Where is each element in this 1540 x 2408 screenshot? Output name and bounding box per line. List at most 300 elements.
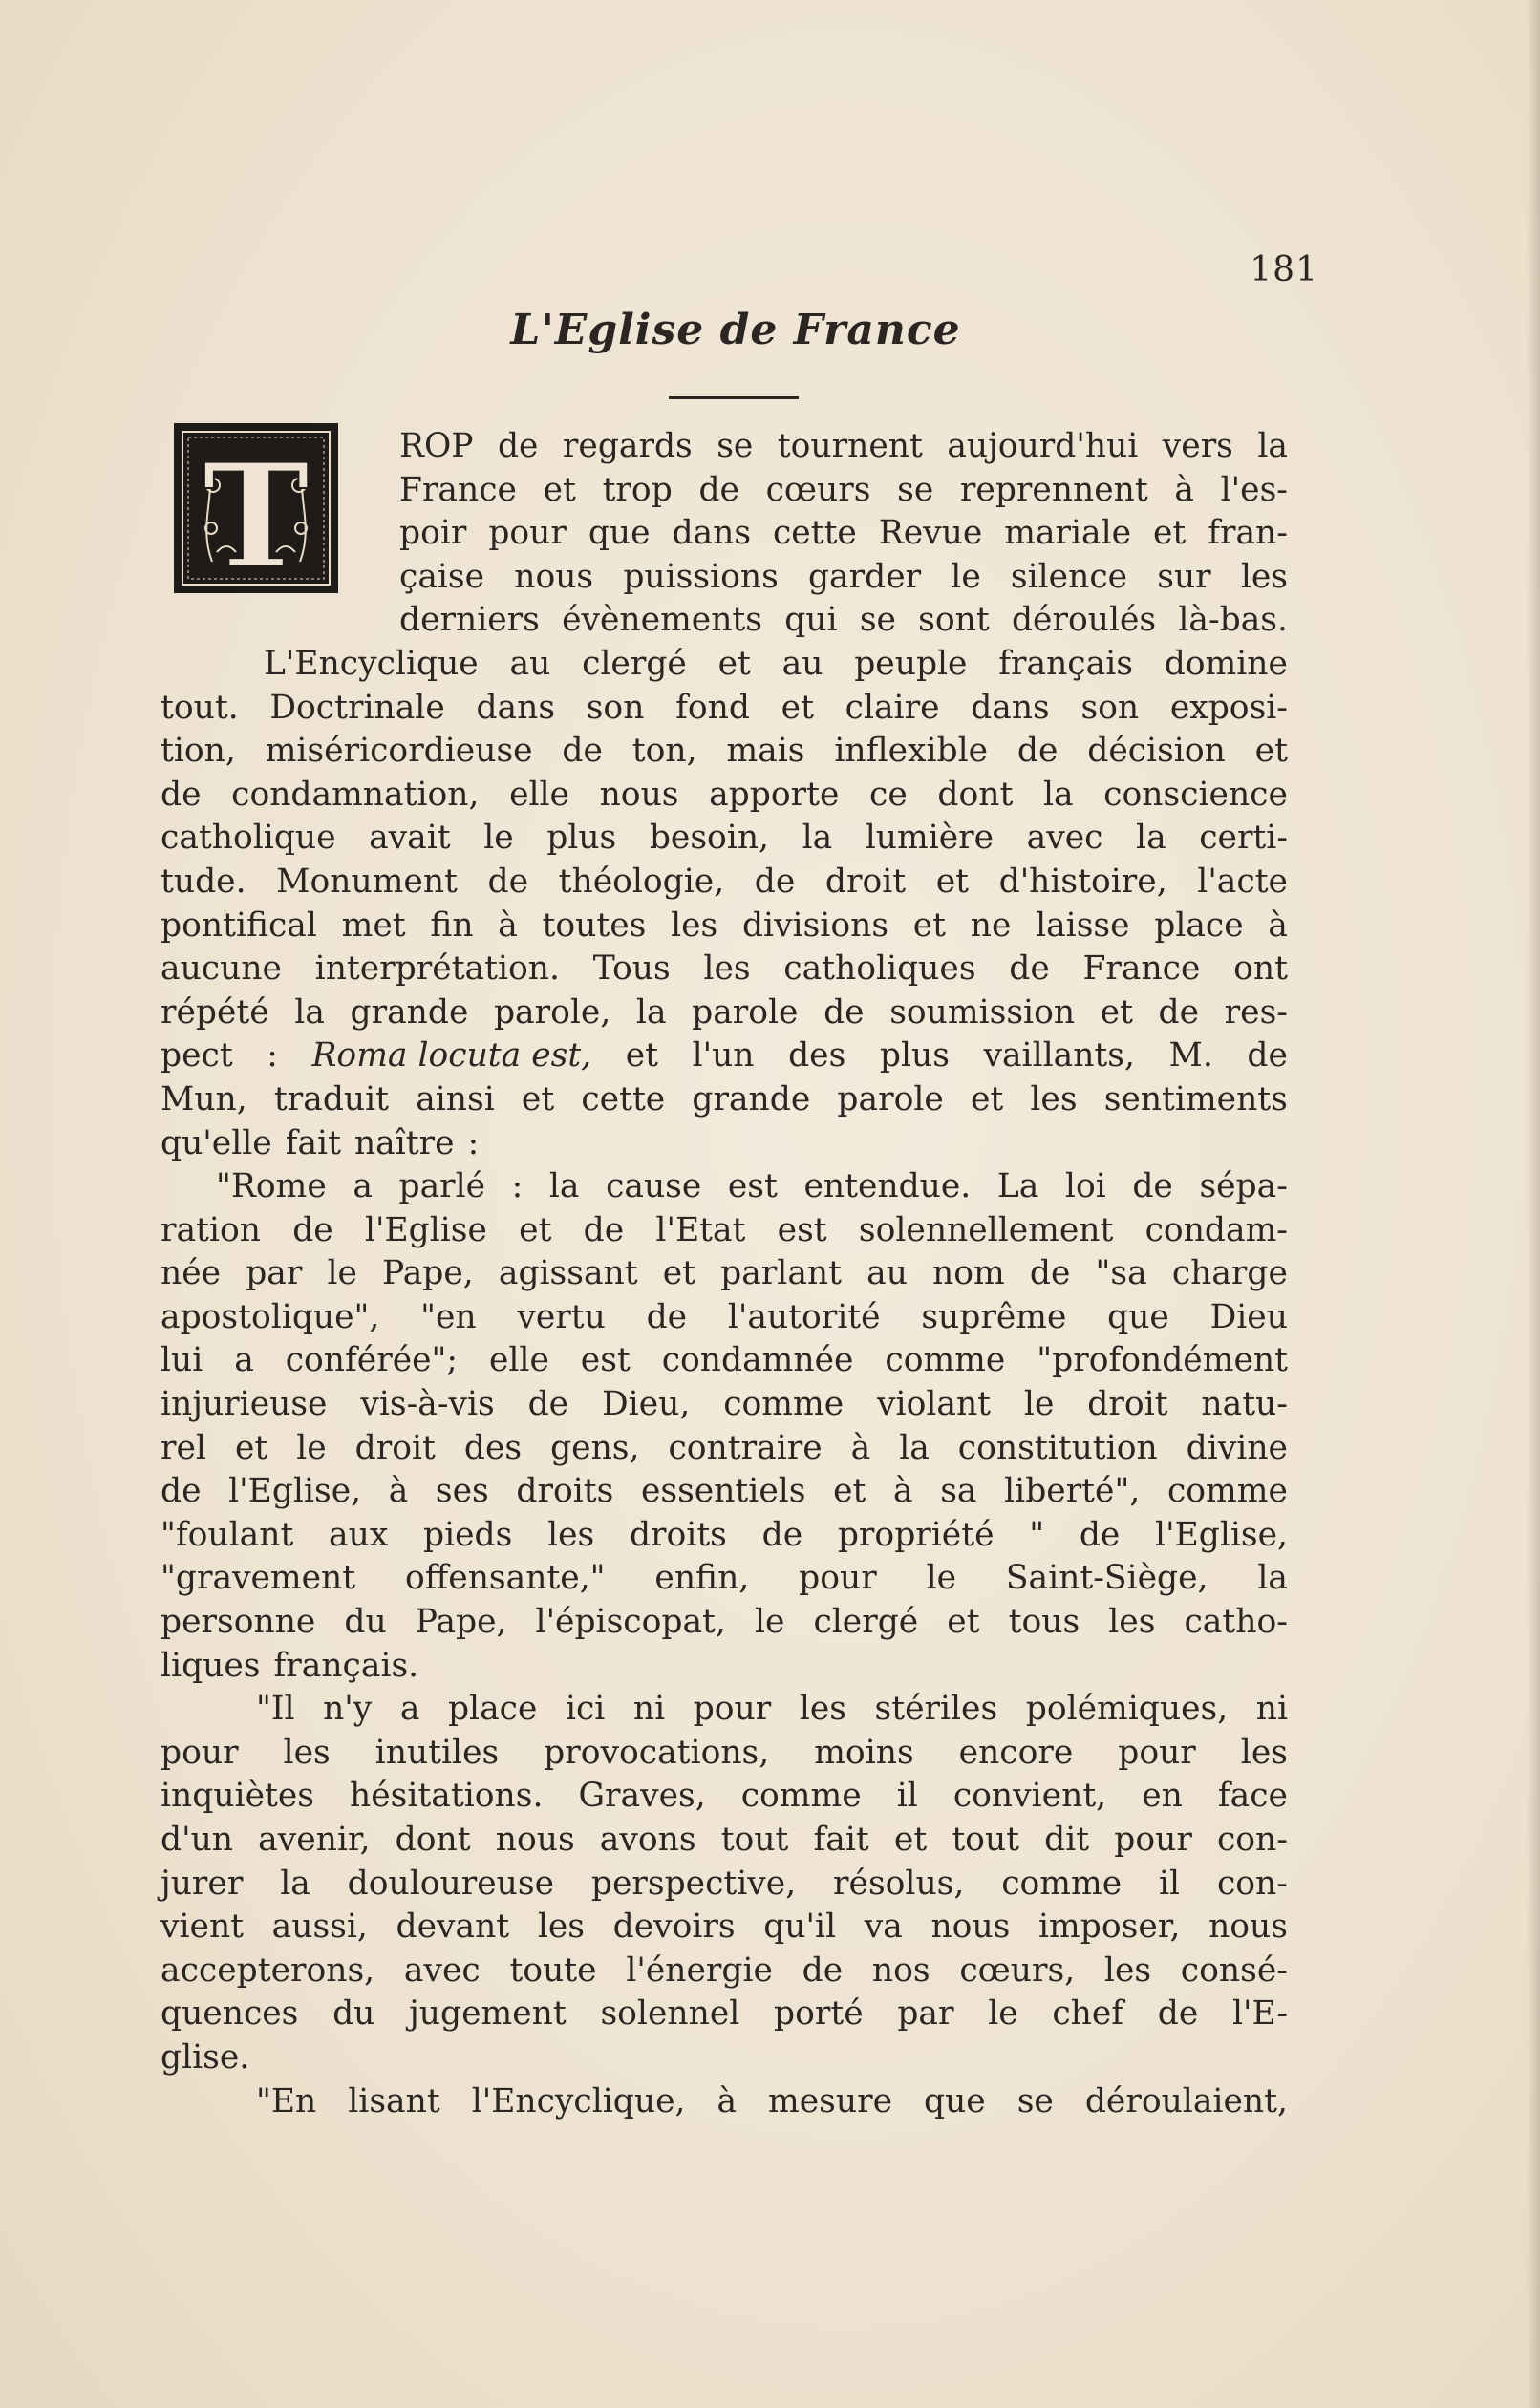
word: et — [519, 1210, 552, 1249]
word: contraire — [668, 1428, 823, 1467]
word: nous — [514, 557, 594, 596]
word: Dieu, — [602, 1385, 691, 1424]
word: de — [698, 470, 739, 509]
word: parole — [692, 992, 799, 1032]
word: conférée"; — [285, 1341, 459, 1380]
word: apporte — [709, 775, 840, 814]
text-line — [160, 1557, 1288, 1601]
word: en — [1142, 1777, 1183, 1816]
word: Doctrinale — [269, 688, 445, 727]
word: de — [160, 775, 202, 814]
word: natu- — [1201, 1385, 1288, 1424]
word: jurer — [160, 1864, 244, 1903]
word: vis-à-vis — [360, 1385, 495, 1424]
word: pour — [488, 514, 567, 553]
word: vers — [1162, 427, 1233, 465]
word: vient — [160, 1907, 245, 1947]
word: Mun, — [160, 1079, 247, 1119]
word: tous — [1008, 1603, 1080, 1642]
word: là-bas. — [1178, 601, 1288, 640]
word: et — [1254, 732, 1288, 771]
word: a — [234, 1341, 254, 1380]
word: Graves, — [578, 1777, 706, 1816]
word: violant — [877, 1385, 992, 1424]
word: répété — [160, 992, 269, 1032]
word: "sa — [1095, 1254, 1147, 1293]
text-line — [160, 948, 1288, 991]
word: aux — [329, 1515, 389, 1554]
word: soumission — [889, 992, 1076, 1032]
word: La — [996, 1167, 1039, 1206]
word: clergé — [813, 1603, 919, 1642]
word: droits — [516, 1472, 614, 1511]
text-line — [160, 1601, 1288, 1645]
word: silence — [1010, 557, 1128, 596]
word: reprennent — [959, 470, 1148, 509]
word: la — [1257, 427, 1288, 465]
word: sur — [1157, 557, 1211, 596]
word: est — [777, 1210, 827, 1249]
word: chef — [1052, 1994, 1124, 2034]
word: Pape, — [415, 1603, 507, 1642]
drop-cap-letter: T — [203, 433, 310, 588]
word: le — [1023, 1385, 1055, 1424]
word: pect — [160, 1036, 233, 1076]
word: : — [467, 1123, 480, 1162]
word: au — [781, 644, 823, 683]
word: la — [280, 1864, 310, 1903]
word: ne — [970, 906, 1012, 945]
text-line — [160, 1514, 1288, 1558]
word: agissant — [498, 1254, 638, 1293]
word: français — [998, 644, 1133, 683]
word: ton, — [631, 732, 697, 771]
word: clergé — [582, 644, 687, 683]
word: sépa- — [1199, 1167, 1288, 1206]
word: nous — [495, 1821, 575, 1859]
text-line — [160, 991, 1288, 1035]
word: de — [487, 862, 529, 901]
word: enfin, — [654, 1559, 750, 1598]
word: que — [588, 514, 651, 553]
word: puissions — [623, 557, 779, 596]
word: injurieuse — [160, 1385, 328, 1424]
text-line — [160, 1034, 1288, 1078]
word: déroulés — [1011, 601, 1157, 640]
word: "gravement — [160, 1559, 356, 1598]
word: et — [947, 1603, 980, 1642]
word: déroulaient, — [1084, 2081, 1288, 2120]
word: dans — [476, 688, 556, 727]
word: aussi, — [271, 1907, 368, 1947]
word: catholiques — [783, 949, 976, 989]
word: au — [866, 1254, 908, 1293]
text-line — [160, 817, 1288, 861]
word: les — [671, 906, 718, 945]
word: domine — [1164, 644, 1288, 683]
word: jugement — [409, 1994, 567, 2034]
word: : — [267, 1036, 278, 1076]
word: de — [823, 992, 865, 1032]
word: grande — [350, 992, 469, 1032]
word: condamnation, — [231, 775, 480, 814]
word: solennel — [600, 1994, 740, 2034]
word: de — [562, 732, 603, 771]
word: fin — [430, 906, 474, 945]
word: nos — [871, 1950, 930, 1990]
word: l'Encyclique, — [471, 2081, 686, 2120]
text-line — [160, 1383, 1288, 1427]
text-line — [160, 1209, 1288, 1253]
word: fond — [675, 688, 750, 727]
word: essentiels — [640, 1472, 806, 1511]
text-line — [160, 730, 1288, 774]
word: L'Encyclique — [264, 644, 479, 683]
word: qu'il — [763, 1907, 837, 1947]
word: : — [511, 1167, 524, 1206]
word: ROP — [399, 427, 474, 465]
word: le — [988, 1994, 1018, 2034]
text-line — [160, 643, 1288, 687]
word: à — [1174, 470, 1194, 509]
word: cause — [606, 1167, 702, 1206]
word: avec — [1026, 819, 1103, 858]
word: ni — [1255, 1690, 1288, 1729]
word: la — [802, 819, 833, 858]
text-line — [160, 599, 1288, 643]
word: le — [296, 1428, 327, 1467]
word: toutes — [542, 906, 647, 945]
text-line — [160, 1863, 1288, 1907]
word: droit — [824, 862, 907, 901]
word: parole — [837, 1079, 944, 1119]
word: et — [781, 688, 814, 727]
word: fran- — [1208, 514, 1288, 553]
word: condam- — [1144, 1210, 1288, 1249]
word: de — [160, 1472, 202, 1511]
word: glise. — [160, 2037, 250, 2077]
word: de — [1029, 1254, 1071, 1293]
word: cœurs, — [959, 1950, 1076, 1990]
text-line — [160, 1732, 1288, 1776]
page-edge-shadow — [1527, 0, 1540, 2408]
word: liques — [160, 1646, 261, 1685]
text-line — [160, 1819, 1288, 1863]
word: res- — [1224, 992, 1288, 1032]
word: perspective, — [590, 1864, 797, 1903]
word: garder — [807, 557, 922, 596]
word: et — [833, 1472, 866, 1511]
word: grande — [692, 1079, 811, 1119]
word: provocations, — [544, 1733, 770, 1772]
word: et — [543, 470, 576, 509]
word: hésitations. — [350, 1777, 544, 1816]
text-line — [160, 469, 1288, 513]
word: et — [234, 1428, 268, 1467]
word: parlé — [398, 1167, 486, 1206]
word: du — [344, 1603, 387, 1642]
word: polémiques, — [1025, 1690, 1229, 1729]
word: interprétation. — [314, 949, 560, 989]
word: "Il — [256, 1690, 295, 1729]
word: des — [788, 1036, 846, 1076]
title-rule — [669, 396, 799, 399]
word: n'y — [323, 1690, 373, 1729]
word: décision — [1087, 732, 1226, 771]
word: par — [246, 1254, 303, 1293]
word: suprême — [921, 1297, 1067, 1336]
word: convient, — [952, 1777, 1107, 1816]
word: l'E- — [1232, 1994, 1288, 2034]
word: plus — [546, 819, 617, 858]
word: et — [1100, 992, 1133, 1032]
word: et — [1153, 514, 1187, 553]
word: pour — [160, 1733, 239, 1772]
word: les — [1030, 1079, 1078, 1119]
word: le — [951, 557, 981, 596]
word: se — [859, 601, 896, 640]
word: pour — [799, 1559, 877, 1598]
word: place — [447, 1690, 538, 1729]
word: la — [548, 1167, 580, 1206]
word: à — [498, 906, 518, 945]
word: va — [864, 1907, 903, 1947]
word: laisse — [1036, 906, 1130, 945]
word: et — [912, 906, 947, 945]
word: droit — [354, 1428, 436, 1467]
word: nom — [932, 1254, 1005, 1293]
word: naître — [353, 1123, 455, 1162]
body-text — [160, 425, 1288, 2123]
word: dans — [672, 514, 752, 553]
word: cette — [581, 1079, 666, 1119]
word: lui — [160, 1341, 203, 1380]
word: catho- — [1184, 1603, 1288, 1642]
word: par — [897, 1994, 954, 2034]
word: aucune — [160, 949, 282, 989]
word: " — [1029, 1515, 1045, 1554]
word: se — [717, 427, 754, 465]
word: inflexible — [834, 732, 989, 771]
word: dont — [395, 1821, 471, 1859]
word: la — [899, 1428, 930, 1467]
word: qu'elle — [160, 1123, 272, 1162]
word: et — [521, 1079, 555, 1119]
word: l'Eglise, — [1155, 1515, 1288, 1554]
text-line — [160, 1950, 1288, 1993]
word: à — [850, 1428, 871, 1467]
text-line — [160, 687, 1288, 731]
word: les — [1103, 1950, 1152, 1990]
word: pour — [1114, 1821, 1192, 1859]
text-line — [160, 1992, 1288, 2036]
text-line — [160, 1775, 1288, 1819]
word: au — [509, 644, 551, 683]
word: de — [527, 1385, 569, 1424]
word: le — [754, 1603, 785, 1642]
word: miséricordieuse — [265, 732, 533, 771]
word: l'autorité — [727, 1297, 881, 1336]
text-line — [160, 1427, 1288, 1471]
word: l'un — [692, 1036, 755, 1076]
word: a — [399, 1690, 420, 1729]
word: avec — [403, 1950, 481, 1990]
word: devant — [396, 1907, 510, 1947]
word: apostolique", — [160, 1297, 380, 1336]
word: France — [1082, 949, 1201, 989]
text-line — [160, 905, 1288, 948]
word: tout — [720, 1821, 789, 1859]
word: divisions — [741, 906, 889, 945]
word: claire — [845, 688, 940, 727]
word: besoin, — [649, 819, 770, 858]
word: comme — [723, 1385, 845, 1424]
word: personne — [160, 1603, 316, 1642]
text-line — [160, 1470, 1288, 1514]
word: de — [1157, 1994, 1199, 2034]
word: théologie, — [558, 862, 725, 901]
word: à — [388, 1472, 409, 1511]
word: de — [1079, 1515, 1121, 1554]
word: et — [893, 1821, 928, 1859]
word: condamnée — [661, 1341, 854, 1380]
word: avons — [599, 1821, 696, 1859]
word: Saint-Siège, — [1005, 1559, 1208, 1598]
word: évènements — [562, 601, 762, 640]
word: elle — [488, 1341, 549, 1380]
word: consé- — [1180, 1950, 1288, 1990]
word: la — [294, 992, 325, 1032]
word: rel — [160, 1428, 206, 1467]
word: lumière — [865, 819, 995, 858]
word: stériles — [874, 1690, 998, 1729]
text-line — [160, 512, 1288, 556]
word: fait — [813, 1821, 869, 1859]
word: ont — [1233, 949, 1288, 989]
word: a — [353, 1167, 373, 1206]
word: d'histoire, — [998, 862, 1167, 901]
word: certi- — [1199, 819, 1288, 858]
word: les — [1240, 1733, 1288, 1772]
word: tout — [952, 1821, 1020, 1859]
word: vertu — [517, 1297, 606, 1336]
word: devoirs — [612, 1907, 736, 1947]
word: Tous — [592, 949, 671, 989]
word: résolus, — [833, 1864, 965, 1903]
word: les — [799, 1690, 846, 1729]
word: de — [646, 1297, 688, 1336]
word: mariale — [1004, 514, 1132, 553]
word: Revue — [878, 514, 983, 553]
text-line — [160, 1165, 1288, 1209]
word: les — [1108, 1603, 1156, 1642]
text-line — [160, 1122, 1288, 1166]
word: ici — [565, 1690, 606, 1729]
word: est — [727, 1167, 778, 1206]
word: la — [1257, 1559, 1288, 1598]
word: née — [160, 1254, 222, 1293]
word: porté — [773, 1994, 864, 2034]
word: tout. — [160, 688, 239, 727]
word: nous — [1208, 1907, 1288, 1947]
word: se — [1016, 2081, 1054, 2120]
word: que — [924, 2081, 986, 2120]
word: de — [1158, 992, 1200, 1032]
word: l'énergie — [626, 1950, 773, 1990]
text-line — [160, 556, 1288, 600]
word: encore — [958, 1733, 1074, 1772]
word: gens, — [550, 1428, 640, 1467]
word: son — [1080, 688, 1140, 727]
word: sont — [918, 601, 990, 640]
word: con- — [1216, 1821, 1288, 1859]
word: et — [717, 644, 751, 683]
word: est — [580, 1341, 631, 1380]
word: pour — [1118, 1733, 1196, 1772]
word: l'épiscopat, — [535, 1603, 726, 1642]
word: tude. — [160, 862, 246, 901]
word: l'Eglise, — [228, 1472, 362, 1511]
text-line — [160, 425, 1288, 469]
word: de — [1016, 732, 1059, 771]
word: fait — [285, 1123, 341, 1162]
word: constitution — [957, 1428, 1158, 1467]
word: comme — [740, 1777, 862, 1816]
word: ainsi — [416, 1079, 495, 1119]
word: l'Eglise — [364, 1210, 487, 1249]
word: poir — [399, 514, 467, 553]
word: offensante," — [405, 1559, 606, 1598]
word: l'Etat — [655, 1210, 746, 1249]
word: cette — [772, 514, 857, 553]
word: les — [1240, 557, 1288, 596]
word: con- — [1216, 1864, 1288, 1903]
word: dans — [971, 688, 1050, 727]
word: l'es- — [1220, 470, 1288, 509]
word: de — [292, 1210, 333, 1249]
word: çaise — [399, 557, 485, 596]
word: lisant — [348, 2081, 440, 2120]
word: les — [537, 1907, 585, 1947]
word: il — [1159, 1864, 1181, 1903]
word: la — [1136, 819, 1166, 858]
word: pontifical — [160, 906, 317, 945]
word: ce — [869, 775, 908, 814]
word: à — [1268, 906, 1288, 945]
word: face — [1217, 1777, 1288, 1816]
word: loi — [1064, 1167, 1106, 1206]
word: comme — [1001, 1864, 1123, 1903]
word: à — [893, 1472, 913, 1511]
text-line — [160, 1339, 1288, 1383]
word: de — [1247, 1036, 1288, 1076]
word: traduit — [273, 1079, 390, 1119]
word: douloureuse — [347, 1864, 555, 1903]
word: "foulant — [160, 1515, 294, 1554]
word: les — [547, 1515, 595, 1554]
word: ses — [435, 1472, 489, 1511]
word: des — [463, 1428, 523, 1467]
word: trop — [602, 470, 673, 509]
word: de — [802, 1950, 844, 1990]
word: comme — [1166, 1472, 1288, 1511]
word: ration — [160, 1210, 261, 1249]
word: conscience — [1103, 775, 1288, 814]
word: "en — [420, 1297, 477, 1336]
text-line — [160, 1078, 1288, 1122]
word: divine — [1186, 1428, 1288, 1467]
word: Dieu — [1209, 1297, 1288, 1336]
